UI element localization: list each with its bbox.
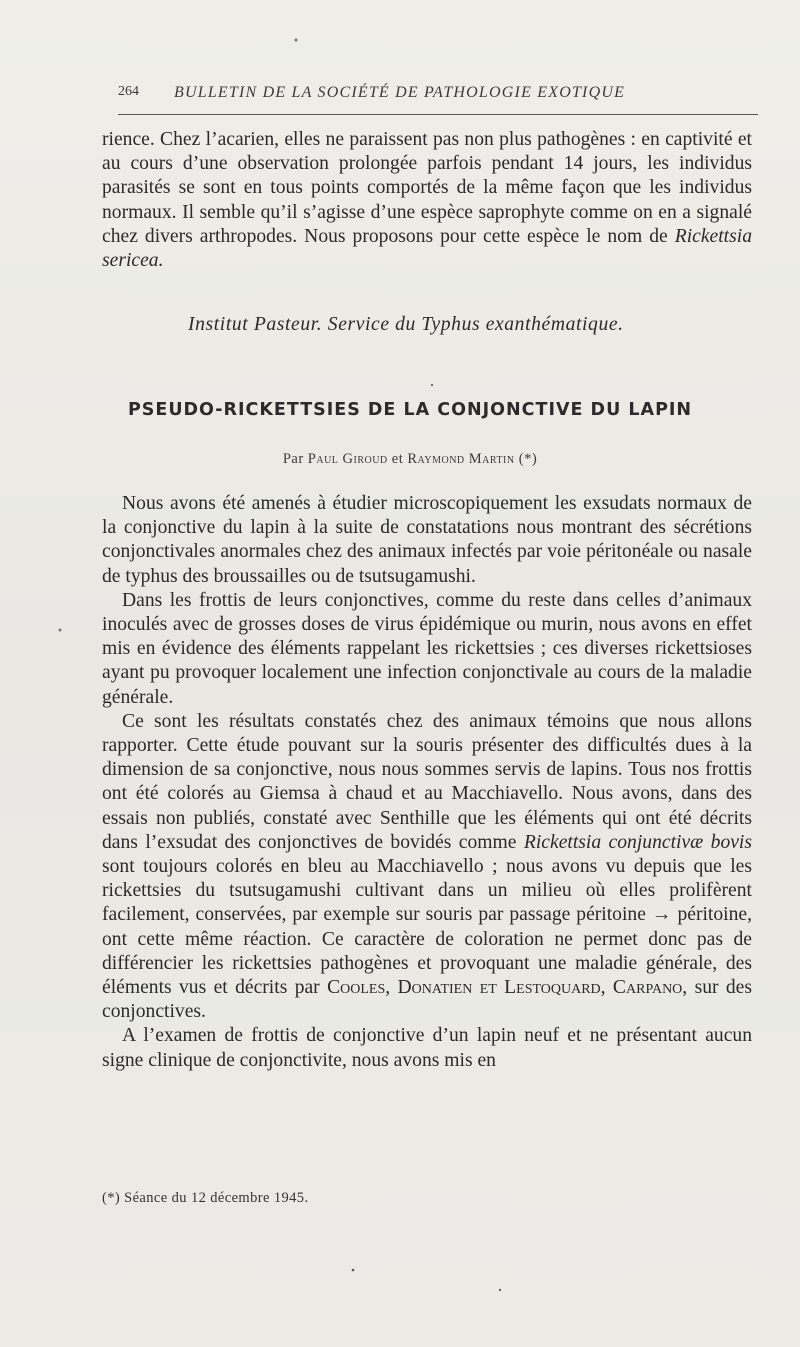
paragraph-4: A l’examen de frottis de conjonctive d’un lapin neuf et ne présentant aucun signe clinique de conjonctivite, nous avons mis en xyxy=(102,1025,752,1071)
speck xyxy=(431,384,433,386)
running-head xyxy=(118,84,758,112)
article-title: PSEUDO-RICKETTSIES DE LA CONJONCTIVE DU LAPIN xyxy=(127,400,693,420)
species-conjunctivae-bovis: Rickettsia conjunctivæ bovis xyxy=(523,831,753,853)
previous-paragraph-text: rience. Chez l’acarien, elles ne paraissent pas non plus pathogènes : en captivité et au cours d’une observation prolongée parfois pendant 14 jours, les individus parasités se sont en tous points comportés de la même façon que les individus normaux. Il semble qu’il s’agisse d’une espèce saprophyte comme on en a signalé chez divers arthropodes. Nous proposons pour cette espèce le nom de xyxy=(102,129,752,247)
speck xyxy=(352,1269,355,1272)
paragraph-3-part-c: sur des conjonctives. xyxy=(102,977,752,1023)
author-1: Paul Giroud xyxy=(307,451,388,467)
byline-conjunction: et xyxy=(391,451,404,467)
cited-authors: Cooles, Donatien et Lestoquard, Carpano, xyxy=(327,977,688,999)
speck xyxy=(59,629,62,632)
paragraph-1: Nous avons été amenés à étudier microscopiquement les exsudats normaux de la conjonctive du lapin à la suite de constatations nous montrant des sécrétions conjonctivales anormales chez des animaux infectés par voie péritonéale ou nasale de typhus des broussailles ou de tsutsugamushi. xyxy=(102,493,752,587)
paragraph-2: Dans les frottis de leurs conjonctives, comme du reste dans celles d’animaux inoculés avec de grosses doses de virus épidémique ou murin, nous avons en effet mis en évidence des éléments rappelant les rickettsies ; ces diverses rickettsioses ayant pu provoquer localement une infection conjonctivale au cours de la maladie générale. xyxy=(102,589,752,708)
institution-signature: Institut Pasteur. Service du Typhus exanthématique. xyxy=(188,314,624,335)
speck xyxy=(499,1289,501,1291)
byline-prefix: Par xyxy=(282,451,304,467)
paragraph-3-part-a: Ce sont les résultats constatés chez des animaux témoins que nous allons rapporter. Cette étude pouvant sur la souris présenter des difficultés dues à la dimension de sa conjonctive, nous nous sommes servis de lapins. Tous nos frottis ont été colorés au Giemsa à chaud et au Macchiavello. Nous avons, dans des essais non publiés, constaté avec Senthille que les éléments qui ont été décrits dans l’exsudat des conjonctives de bovidés comme xyxy=(102,710,752,853)
footnote: (*) Séance du 12 décembre 1945. xyxy=(102,1190,309,1206)
footnote-reference: (*) xyxy=(518,451,538,467)
author-2: Raymond Martin xyxy=(407,451,515,467)
speck xyxy=(295,39,298,42)
page-number: 264 xyxy=(118,84,139,99)
paragraph-3 xyxy=(102,710,752,1025)
journal-title: BULLETIN DE LA SOCIÉTÉ DE PATHOLOGIE EXOTIQUE xyxy=(174,84,626,101)
byline xyxy=(100,451,720,468)
species-name: Rickettsia sericea. xyxy=(102,225,752,272)
paragraph-3-part-b: sont toujours colorés en bleu au Macchiavello ; nous avons vu depuis que les rickettsies du tsutsugamushi cultivant dans un milieu où elles prolifèrent facilement, conservées, par exemple sur souris par passage péritoine → péritoine, ont cette même réaction. Ce caractère de coloration ne permet donc pas de différencier les rickettsies pathogènes et provoquant une maladie générale, des éléments vus et décrits par xyxy=(102,856,752,999)
previous-article-text xyxy=(102,128,752,273)
previous-article-paragraph xyxy=(102,128,752,273)
article-body xyxy=(102,492,752,1073)
header-rule xyxy=(118,114,758,115)
